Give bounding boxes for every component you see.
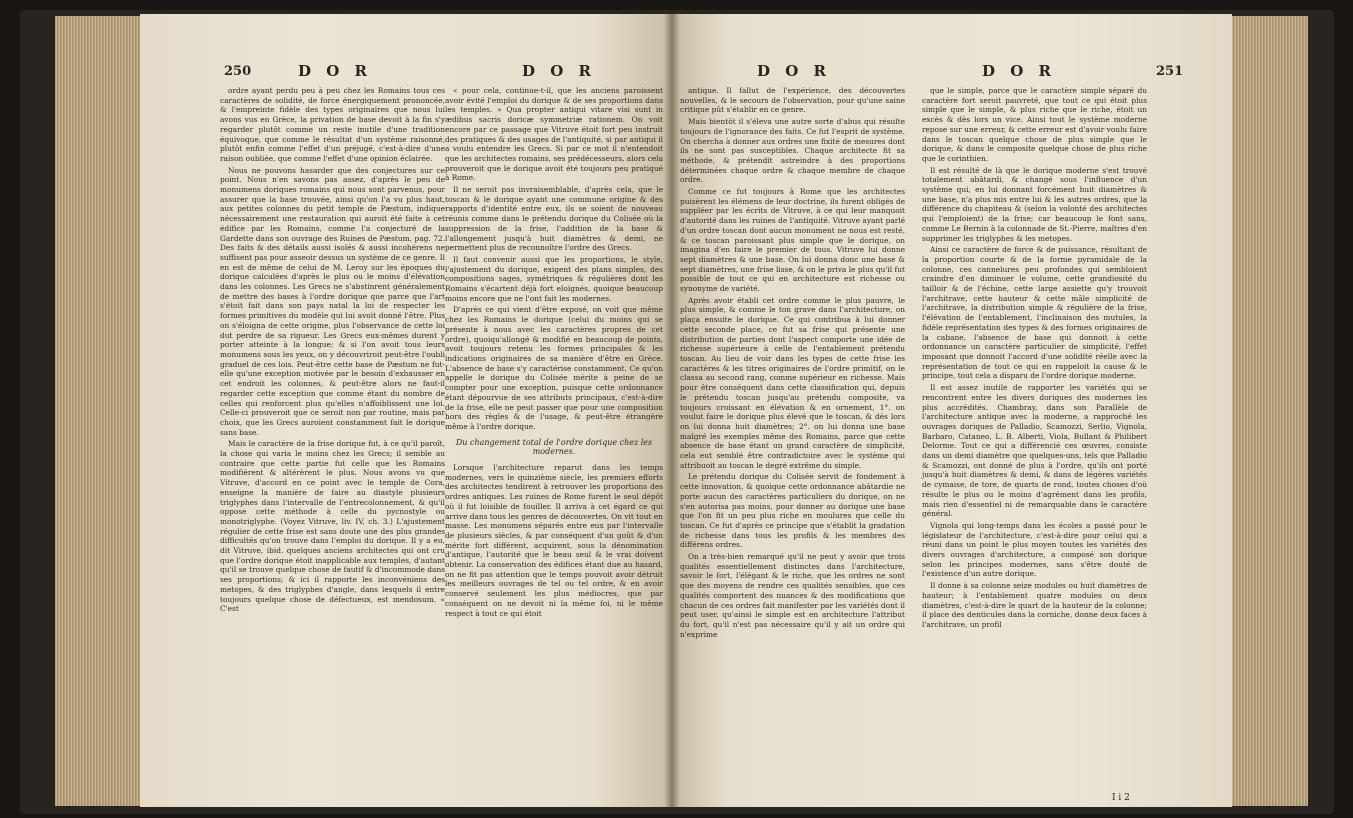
running-head-left-1: D O R (298, 62, 372, 80)
running-head-right-2: D O R (982, 62, 1056, 80)
paragraph: On a très-bien remarqué qu'il ne peut y avoir que trois qualités essentiellement distinctes dans l'architecture, savoir le fort, l'élégant & le riche, que les ordres ne sont que des moyens de rendre ces qualités sensibles, que ces qualités comportent des nuances & des modifications que chacun de ces ordres fait manifester par les variétés dont il peut user, qu'ainsi le simple est en architecture l'attribut du fort, qu'il n'est pas nécessaire qu'il y ait un ordre qui n'exprime (680, 552, 905, 639)
right-column-2 (922, 86, 1147, 632)
paragraph: Il est assez inutile de rapporter les variétés qui se rencontrent entre les divers doriques des modernes les plus accrédités. Chambray, dans son Parallèle de l'architecture antique avec la moderne, a rapproché les ouvrages doriques de Palladio, Scamozzi, Serlio, Vignola, Barbaro, Cataneo, L. B. Alberti, Viola, Bullant & Philibert Delorme. Tout ce qui a différencié ces œuvres, consiste dans un demi diamètre que quelques-uns, tels que Palladio & Scamozzi, ont donné de plus à l'ordre, qu'ils ont porté jusqu'à huit diamètres & demi, & dans de légères variétés de cymaise, de tore, de quarts de rond, toutes choses d'où résulte le plus ou le moins d'agrément dans les profils, mais rien d'essentiel ni de remarquable dans le caractère général. (922, 383, 1147, 519)
left-column-1 (220, 86, 445, 616)
paragraph: Il est résulté de là que le dorique moderne s'est trouvé totalement abâtardi, & changé sous l'influence d'un système qui, en lui donnant forcément huit diamètres & une base, n'a plus mis entre lui & les autres ordres, que la différence du chapiteau & (selon la volonté des architectes qui l'emploient) de la frise; car beaucoup le font sans, comme Le Bernin à la colonnade de St.-Pierre, maîtres d'en supprimer les triglyphes & les metopes. (922, 165, 1147, 243)
signature-mark: I i 2 (1112, 793, 1130, 803)
paragraph: Il faut convenir aussi que les proportions, le style, l'ajustement du dorique, exigent des plans simples, des compositions sages, symétriques & régulières dont les Romains s'écartent déjà fort eloignés, quoique beaucoup moins encore que ne l'ont fait les modernes. (445, 254, 663, 303)
paragraph: Il ne seroit pas invraisemblable, d'après cela, que le toscan & le dorique ayant une commune origine & des rapports d'identité entre eux, ils se soient de nouveau réunis comme dans le prétendu dorique du Colisée où la suppression de la frise, l'addition de la base & l'allongement jusqu'à huit diamètres & demi, ne permettent plus de reconnoître l'ordre des Grecs. (445, 185, 663, 253)
left-column-2 (445, 86, 663, 620)
paragraph: antique. Il fallut de l'expérience, des découvertes nouvelles, & le secours de l'observation, pour qu'une saine critique pût s'établir en ce genre. (680, 86, 905, 115)
paragraph: Le prétendu dorique du Colisée servit de fondement à cette innovation, & quoique cette ordonnance abâtardie ne porte aucun des caractères particuliers du dorique, on ne s'en autorisa pas moins, pour donner au dorique une base que l'on fit un peu plus riche en moulures que celle du toscan. Ce fut d'après ce principe que s'établit la gradation de richesse dans tous les profils & les membres des différens ordres. (680, 472, 905, 550)
paragraph: Ainsi ce caractère de force & de puissance, résultant de la proportion courte & de la forme pyramidale de la colonne, ces cannelures peu profondes qui sembloient craindre d'en diminuer le volume, cette grandiosité du tailloir & de l'échine, cette large assiette qu'y trouvoit l'architrave, cette hauteur & cette mâle simplicité de l'architrave, la distribution simple & régulière de la frise, l'élévation de l'entablement, l'inclinaison des mutules, la fidèle représentation des types & des formes originaires de la cabane, l'absence de base qui donnoit à cette ordonnance un caractère particulier de simplicité, l'effet imposant que donnoit l'accord d'une solidité réelle avec la représentation de tout ce qui en rappeloit la cause & le principe, tout cela a disparu de l'ordre dorique moderne. (922, 245, 1147, 381)
page-number-right: 251 (1156, 64, 1184, 79)
paragraph: Il donne à sa colonne seize modules ou huit diamètres de hauteur; à l'entablement quatre modules ou deux diamètres, c'est-à-dire le quart de la hauteur de la colonne; il place des denticules dans la corniche, donne deux faces à l'architrave, un profil (922, 581, 1147, 629)
left-page (140, 14, 674, 807)
page-edges-right (1228, 16, 1308, 806)
paragraph: Mais bientôt il s'éleva une autre sorte d'abus qui résulte toujours de l'ignorance des faits. Ce fut l'esprit de système. On chercha à donner aux ordres une fixité de mesures dont ils ne sont pas susceptibles. Chaque architecte fit sa méthode, & prétendit astreindre à des proportions déterminées chaque ordre & chaque membre de chaque ordre. (680, 117, 905, 185)
paragraph: D'après ce qui vient d'être exposé, on voit que même chez les Romains le dorique (celui du moins qui se présente à nous avec les caractères propres de cet ordre), quoiqu'allongé & modifié en beaucoup de points, avoit toujours retenu les formes principales & les indications originaires de sa manière d'être en Grèce. L'absence de base s'y caractérise constamment. Ce qu'on appelle le dorique du Colisée mérite à peine de se compter pour une exception, puisque cette ordonnance étant dépourvue de ses attributs principaux, c'est-à-dire de la frise, elle ne peut passer que pour une composition hors des règles & de l'usage, & peut-être étrangère même à l'ordre dorique. (445, 305, 663, 431)
paragraph: que le simple, parce que le caractère simple séparé du caractère fort seroit pauvreté, que tout ce qui étoit plus simple que le simple, & plus riche que le riche, étoit un excès & dès lors un vice. Ainsi tout le système moderne repose sur une erreur, & cette erreur est d'avoir voulu faire dans le toscan quelque chose de plus simple que le dorique, & dans le composite quelque chose de plus riche que le corinthien. (922, 86, 1147, 163)
paragraph: ordre ayant perdu peu à peu chez les Romains tous ces caractères de solidité, de force énergiquement prononcée, & l'empreinte fidèle des types originaires que nous lui avons vus en Grèce, la privation de base devoit à la fin s'y regarder plutôt comme un reste inutile d'une tradition équivoque, que comme le résultat d'un système raisonné, plutôt enfin comme l'effet d'un préjugé, c'est-à-dire d'une raison oubliée, que comme l'effet d'une opinion éclairée. (220, 86, 445, 163)
right-page (672, 14, 1232, 807)
paragraph: Après avoir établi cet ordre comme le plus pauvre, le plus simple, & comme le ton grave dans l'architecture, on plaça ensuite le dorique. Ce qui contribua à lui donner cette seconde place, ce fut sa frise qui présente une distribution de parties dont l'aspect comporte une idée de richesse supérieure à celle de l'entablement prétendu toscan. Au lieu de voir dans les types de cette frise les caractères & les titres originaires de l'ordre primitif, on le classa au second rang, comme supérieur en richesse. Mais pour être conséquent dans cette classification qui, depuis le prétendu toscan jusqu'au prétendu composite, va toujours croissant en élévation & en ornement, 1°. on voulut faire le dorique plus élevé que le toscan, & dès lors on lui donna huit diamètres; 2°. on lui donna une base malgré les exemples même des Romains, parce que cette absence de base étant un grand caractère de simplicité, cela eut semblé être contradictoire avec le système qui attribuoit au toscan le degré extrême du simple. (680, 295, 905, 470)
paragraph: Nous ne pouvons hasarder que des conjectures sur ce point. Nous n'en savons pas assez, d'après le peu de monumens doriques romains qui nous sont parvenus, pour assurer que la base trouvée, ainsi qu'on l'a vu plus haut, aux petites colonnes du petit temple de Pæstum, indique nécessairement une restauration qui auroit été faite à cet édifice par les Romains, comme l'a conjecturé de la Gardette dans son ouvrage des Ruines de Pæstum, pag. 72. Des faits & des détails aussi isolés & aussi incohérens ne suffisent pas pour asseoir dessus un système de ce genre. Il en est de même de celui de M. Leroy sur les époques du dorique calculées d'après le plus ou le moins d'élévation dans les colonnes. Les Grecs ne s'abstinrent généralement de mettre des bases à l'ordre dorique que parce que l'art s'étoit fait dans son pays natal la loi de respecter les formes primitives du modèle qui lui avoit donné l'être. Plus on s'éloigna de cette origine, plus l'observance de cette loi dut perdre de sa rigueur. Les Grecs eux-mêmes durent y porter atteinte à la longue; & si l'on avoit tous leurs monumens sous les yeux, on y découvriroit peut-être l'oubli graduel de ces lois. Peut-être cette base de Pæstum ne fut-elle qu'une exception motivée par le besoin d'exhausser en cet endroit les colonnes, & peut-être alors ne faut-il regarder cette exception que comme étant du nombre de celles qui renforcent plus qu'elles n'affoiblissent une loi. Celle-ci prouveroit que ce seroit non par routine, mais par choix, que les Grecs auroient constamment fait le dorique sans base. (220, 165, 445, 437)
right-column-1 (680, 86, 905, 641)
paragraph: Mais le caractère de la frise dorique fut, à ce qu'il paroît, la chose qui varia le moins chez les Grecs; il semble au contraire que cette partie fut celle que les Romains modifièrent & altérèrent le plus. Nous avons vu que Vitruve, d'accord en ce point avec le temple de Cora, enseigne la manière de faire au diastyle plusieurs triglyphes dans l'intervalle de l'entrecolonnement, & qu'il oppose cette méthode à celle du pycnostyle ou monotriglyphe. (Voyez Vitruve, liv. IV, ch. 3.) L'ajustement régulier de cette frise est sans doute une des plus grandes difficultés qu'on trouve dans l'emploi du dorique. Il y a eu, dit Vitruve, ibid. quelques anciens architectes qui ont cru que l'ordre dorique étoit inapplicable aux temples, d'autant qu'il se trouve quelque chose de fautif & d'incommode dans ses proportions; & ici il rapporte les inconvéniens des metopes, & des triglyphes d'angle, dans lesquels il entre toujours quelque chose de défectueux, est mendosum. « C'est (220, 439, 445, 614)
page-number-left: 250 (224, 64, 252, 79)
paragraph: « pour cela, continue-t-il, que les anciens paroissent avoir évité l'emploi du dorique & de ses proportions dans les temples. » Qua propter antiqui vitare visi sunt in ædibus sacris doricæ symmetriæ rationem. On voit encore par ce passage que Vitruve étoit fort peu instruit des pratiques & des usages de l'antiquité, si par antiqui il a voulu entendre les Grecs. Si par ce mot il n'entendoit que les architectes romains, ses prédécesseurs, alors cela prouveroit que le dorique avoit été toujours peu pratiqué à Rome. (445, 86, 663, 183)
paragraph: Vignola qui long-temps dans les écoles a passé pour le législateur de l'architecture, c'est-à-dire pour celui qui a réuni dans un point le plus moyen toutes les variétés des divers ouvrages d'architecture, a composé son dorique selon les principes modernes, sans s'être douté de l'existence d'un autre dorique. (922, 520, 1147, 579)
running-head-right-1: D O R (757, 62, 831, 80)
running-head-left-2: D O R (522, 62, 596, 80)
page-edges-left (55, 16, 143, 806)
section-heading: Du changement total de l'ordre dorique chez les modernes. (455, 437, 653, 457)
paragraph: Lorsque l'architecture reparut dans les temps modernes, vers le quinzième siècle, les premiers efforts des architectes tendirent à retrouver les proportions des ordres antiques. Les ruines de Rome furent le seul dépôt où il fut loisible de fouiller. Il arriva à cet égard ce qui arrive dans tous les genres de découvertes. On vit tout en masse. Les monumens séparés entre eux par l'intervalle de plusieurs siècles, & par conséquent d'un goût & d'un mérite fort différent, acquirent, sous la dénomination d'antique, l'autorité que le beau seul & le vrai doivent obtenir. La conservation des édifices étant due au hasard, on ne fit pas attention que le temps pouvoit avoir détruit les meilleurs ouvrages de tel ou tel ordre, & en avoir conservé seulement les plus médiocres, que par conséquent on ne devoit ni la même foi, ni le même respect à tout ce qui étoit (445, 463, 663, 618)
book-gutter (664, 14, 680, 807)
paragraph: Comme ce fut toujours à Rome que les architectes puisèrent les élémens de leur doctrine, ils furent obligés de suppléer par les écrits de Vitruve, à ce qui leur manquoit d'autorité dans les ruines de l'antiquité. Vitruve ayant parlé d'un ordre toscan dont aucun monument ne nous est resté, & ce toscan paroissant plus simple que le dorique, on imagina d'en faire le premier de tous. Vitruve lui donne sept diamètres & une base. On lui donna donc une base & sept diamètres, une frise lisse, & on le priva le plus qu'il fut possible de tout ce qui en architecture est richesse ou synonyme de variété. (680, 187, 905, 294)
